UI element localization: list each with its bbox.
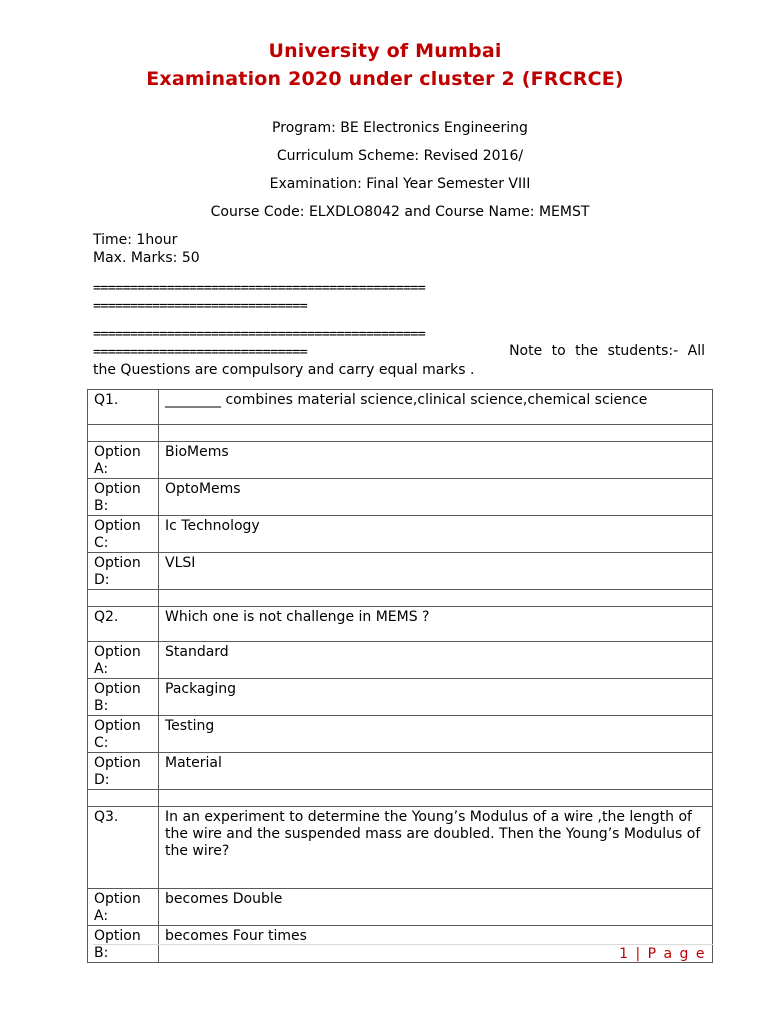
option-row — [88, 516, 713, 553]
separator-line: ============================= — [93, 344, 307, 360]
university-title: University of Mumbai — [268, 40, 502, 62]
question-row — [88, 807, 713, 889]
option-label: Option C: — [88, 516, 159, 553]
spacer-row — [88, 590, 713, 607]
question-label: Q2. — [88, 607, 159, 642]
separator-line: ============================= — [93, 298, 307, 314]
option-row — [88, 642, 713, 679]
question-text: ________ combines material science,clinical science,chemical science — [159, 390, 713, 425]
option-label: Option B: — [88, 926, 159, 963]
option-text: Material — [159, 753, 713, 790]
option-label: Option C: — [88, 716, 159, 753]
option-label: Option D: — [88, 553, 159, 590]
option-label: Option A: — [88, 889, 159, 926]
spacer-row — [88, 790, 713, 807]
option-text: becomes Four times — [159, 926, 713, 963]
option-text: Standard — [159, 642, 713, 679]
page-number: 1 | P a g e — [619, 946, 706, 962]
question-label: Q1. — [88, 390, 159, 425]
option-text: Ic Technology — [159, 516, 713, 553]
option-text: Testing — [159, 716, 713, 753]
question-label: Q3. — [88, 807, 159, 889]
option-label: Option A: — [88, 642, 159, 679]
option-text: BioMems — [159, 442, 713, 479]
option-row — [88, 679, 713, 716]
option-label: Option D: — [88, 753, 159, 790]
time-line: Time: 1hour — [93, 232, 178, 248]
question-text: Which one is not challenge in MEMS ? — [159, 607, 713, 642]
option-label: Option A: — [88, 442, 159, 479]
option-row — [88, 716, 713, 753]
spacer-row — [88, 425, 713, 442]
option-row — [88, 753, 713, 790]
option-label: Option B: — [88, 479, 159, 516]
course-line: Course Code: ELXDLO8042 and Course Name: MEMST — [210, 204, 590, 220]
marks-line: Max. Marks: 50 — [93, 250, 200, 266]
separator-line: ============================================= — [93, 326, 425, 342]
program-line: Program: BE Electronics Engineering — [272, 120, 528, 136]
note-text: Note to the students:- All — [509, 343, 705, 359]
option-label: Option B: — [88, 679, 159, 716]
separator-line: ============================================= — [93, 280, 425, 296]
option-row — [88, 889, 713, 926]
option-row — [88, 442, 713, 479]
option-text: becomes Double — [159, 889, 713, 926]
option-row — [88, 553, 713, 590]
exam-title: Examination 2020 under cluster 2 (FRCRCE) — [146, 68, 624, 90]
question-row — [88, 390, 713, 425]
examination-line: Examination: Final Year Semester VIII — [269, 176, 531, 192]
scheme-line: Curriculum Scheme: Revised 2016/ — [276, 148, 524, 164]
question-row — [88, 607, 713, 642]
questions-table — [87, 389, 713, 963]
option-text: VLSI — [159, 553, 713, 590]
option-text: Packaging — [159, 679, 713, 716]
option-row — [88, 479, 713, 516]
question-text: In an experiment to determine the Young’s Modulus of a wire ,the length of the wire and the suspended mass are doubled. Then the Young’s Modulus of the wire? — [159, 807, 713, 889]
note-continuation: the Questions are compulsory and carry equal marks . — [93, 362, 475, 378]
option-text: OptoMems — [159, 479, 713, 516]
footer-divider — [93, 944, 713, 945]
